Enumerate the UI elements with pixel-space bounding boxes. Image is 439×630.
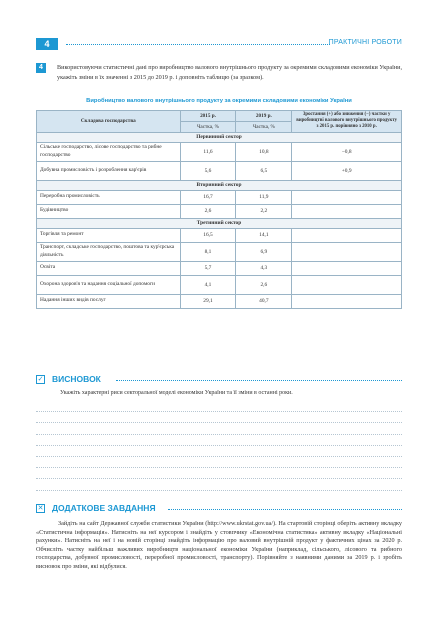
task-text: Використовуючи статистичні дані про виробництво валового внутрішнього продукту за окремими складовими економіки України, укажіть зміни в їх значенні з 2015 до 2019 р. і доповніть таблицю (за зразком). [57,64,402,81]
header-change: Зростання (+) або зниження (−) частки у виробництві валового внутрішнього продукту з 2015 р. порівняно з 2010 р. [292,111,402,133]
header-share-2015: Частка, % [180,121,236,132]
row-value-2019: 40,7 [236,294,292,308]
sector-row [37,132,402,142]
checkbox-check-icon: ✓ [37,375,44,383]
row-value-2015: 5,6 [180,161,236,180]
answer-line[interactable] [36,446,402,457]
answer-line[interactable] [36,435,402,446]
extra-task-title: ДОДАТКОВЕ ЗАВДАННЯ [52,503,156,513]
row-value-2019: 10,8 [236,142,292,161]
row-name: Надання інших видів послуг [37,294,181,308]
conclusion-header [36,374,402,386]
header-divider [66,44,330,45]
table-row [37,204,402,218]
row-value-2015: 2,6 [180,204,236,218]
row-name: Освіта [37,261,181,275]
header-year-2015: 2015 р. [180,111,236,122]
section-title: ПРАКТИЧНІ РОБОТИ [328,39,402,46]
row-change[interactable]: −0,8 [292,142,402,161]
row-change[interactable] [292,204,402,218]
conclusion-prompt: Укажіть характерні риси секторальної моделі економіки України та її зміни в останні роки. [60,390,293,396]
table-row [37,275,402,294]
row-value-2019: 6,9 [236,242,292,261]
row-value-2015: 5,7 [180,261,236,275]
conclusion-title: ВИСНОВОК [52,374,101,384]
table-title: Виробництво валового внутрішнього продукту за окремими складовими економіки України [86,98,352,104]
row-change[interactable]: +0,9 [292,161,402,180]
row-value-2019: 14,1 [236,228,292,242]
row-value-2019: 11,9 [236,190,292,204]
answer-line[interactable] [36,479,402,490]
extra-task-text: Зайдіть на сайт Державної служби статистики України (http://www.ukrstat.gov.ua/). На стартовій сторінці оберіть активну вкладку «Статистична інформація». Натисніть на неї курсором і знайдіть у стовпчику «Економічна статистика» активну вкладку «Національні рахунки». Натисніть на неї і на новій сторінці знайдіть інформацію про валовий внутрішній продукт у фактичних цінах за 2020 р. Обчисліть частку найбільш важливих виробництв національної економіки України (наприклад, сільського, лісового та рибного господарства, добувної промисловості, переробної промисловості, транспорту). Порівняйте з наявними даними за 2019 р. і зробіть висновок про зміни, які відбулися. [36,520,402,570]
table-row [37,261,402,275]
table-header-row [37,111,402,122]
table-row [37,228,402,242]
row-name: Транспорт, складське господарство, поштова та кур'єрська діяльність [37,242,181,261]
task-number: 4 [36,63,46,73]
header-component: Складова господарства [37,111,181,133]
extra-task-header [36,503,402,515]
header-year-2019: 2019 р. [236,111,292,122]
sector-name: Третинний сектор [37,218,402,228]
header-share-2019: Частка, % [236,121,292,132]
row-value-2015: 16,7 [180,190,236,204]
sector-row [37,180,402,190]
answer-lines[interactable] [36,401,402,491]
task-block [36,63,402,82]
answer-line[interactable] [36,401,402,412]
table-row [37,142,402,161]
answer-line[interactable] [36,468,402,479]
row-value-2019: 6,5 [236,161,292,180]
answer-line[interactable] [36,457,402,468]
row-name: Торгівля та ремонт [37,228,181,242]
row-name: Будівництво [37,204,181,218]
sector-name: Вторинний сектор [37,180,402,190]
page-number: 4 [36,38,58,50]
table-row [37,161,402,180]
table-row [37,242,402,261]
row-change[interactable] [292,294,402,308]
row-value-2015: 11,6 [180,142,236,161]
answer-line[interactable] [36,423,402,434]
row-change[interactable] [292,228,402,242]
row-value-2019: 4,3 [236,261,292,275]
row-value-2019: 2,2 [236,204,292,218]
row-value-2015: 29,1 [180,294,236,308]
table-row [37,294,402,308]
row-name: Добувна промисловість і розроблення кар'єрів [37,161,181,180]
row-name: Сільське господарство, лісове господарство та рибне господарство [37,142,181,161]
row-name: Переробна промисловість [37,190,181,204]
checkbox-x-icon: ✕ [37,504,44,512]
row-change[interactable] [292,190,402,204]
row-name: Охорона здоров'я та надання соціальної допомоги [37,275,181,294]
gdp-table [36,110,402,309]
row-change[interactable] [292,242,402,261]
conclusion-divider [116,380,402,381]
answer-line[interactable] [36,412,402,423]
row-value-2015: 16,5 [180,228,236,242]
row-change[interactable] [292,261,402,275]
extra-task-divider [168,509,402,510]
row-value-2015: 8,1 [180,242,236,261]
row-change[interactable] [292,275,402,294]
sector-name: Первинний сектор [37,132,402,142]
table-row [37,190,402,204]
page-header [36,38,402,50]
row-value-2015: 4,1 [180,275,236,294]
sector-row [37,218,402,228]
row-value-2019: 2,6 [236,275,292,294]
